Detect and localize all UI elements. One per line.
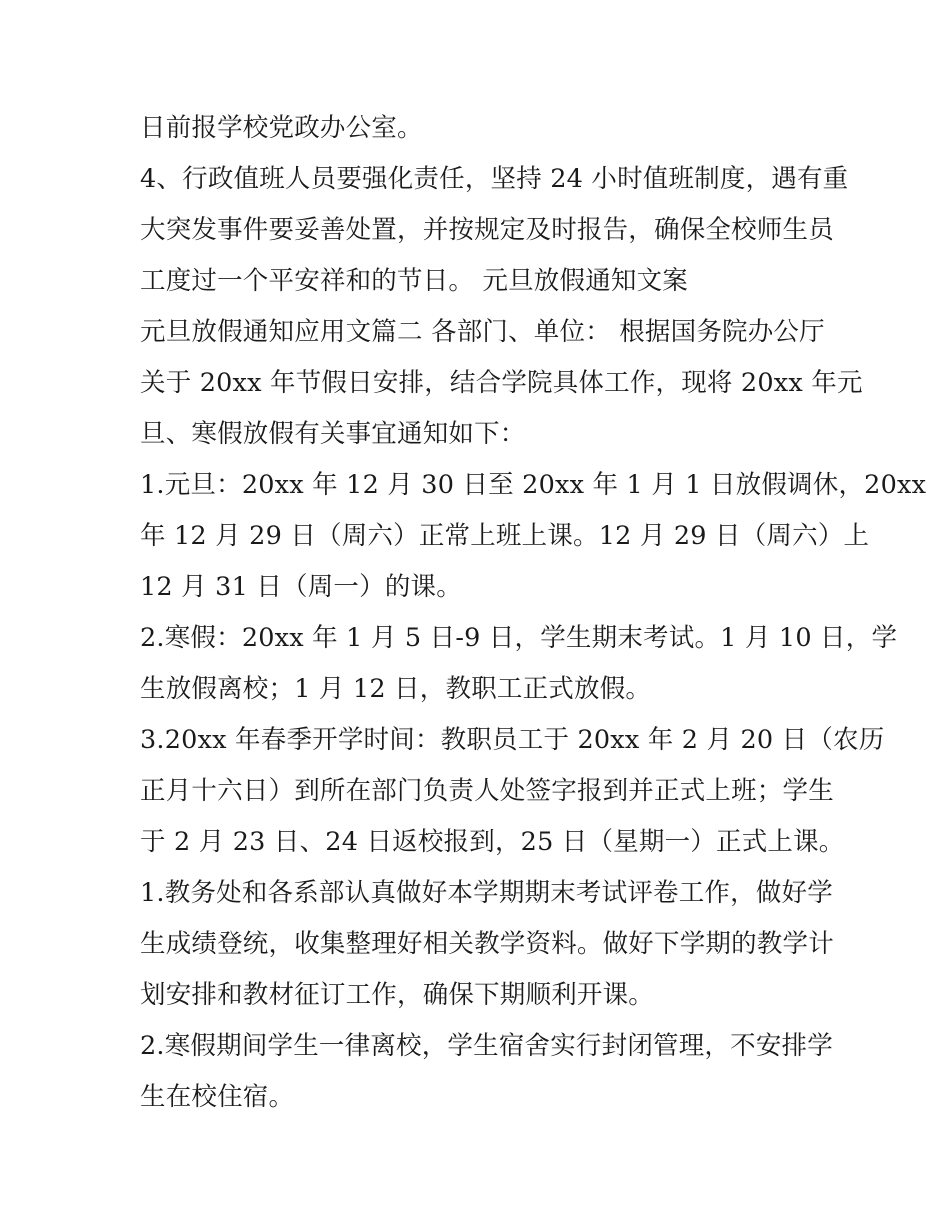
text-line: 关于 20xx 年节假日安排，结合学院具体工作，现将 20xx 年元: [140, 368, 863, 398]
text-line: 2.寒假：20xx 年 1 月 5 日-9 日，学生期末考试。1 月 10 日，学: [140, 623, 898, 653]
text-line: 生成绩登统，收集整理好相关教学资料。做好下学期的教学计: [140, 929, 834, 959]
text-line: 划安排和教材征订工作，确保下期顺利开课。: [140, 980, 655, 1010]
text-line: 工度过一个平安祥和的节日。 元旦放假通知文案: [140, 266, 689, 296]
text-line: 元旦放假通知应用文篇二 各部门、单位： 根据国务院办公厅: [140, 317, 825, 347]
text-line: 2.寒假期间学生一律离校，学生宿舍实行封闭管理，不安排学: [140, 1031, 833, 1061]
text-line: 年 12 月 29 日（周六）正常上班上课。12 月 29 日（周六）上: [140, 521, 870, 551]
text-line: 大突发事件要妥善处置，并按规定及时报告，确保全校师生员: [140, 215, 834, 245]
document-body: [140, 103, 927, 1123]
text-line: 日前报学校党政办公室。: [140, 113, 423, 143]
text-line: 4、行政值班人员要强化责任，坚持 24 小时值班制度，遇有重: [140, 164, 849, 194]
text-line: 1.教务处和各系部认真做好本学期期末考试评卷工作，做好学: [140, 878, 833, 908]
text-line: 于 2 月 23 日、24 日返校报到，25 日（星期一）正式上课。: [140, 827, 845, 857]
text-line: 3.20xx 年春季开学时间：教职员工于 20xx 年 2 月 20 日（农历: [140, 725, 885, 755]
text-line: 生在校住宿。: [140, 1082, 295, 1112]
text-line: 旦、寒假放假有关事宜通知如下：: [140, 419, 526, 449]
text-line: 12 月 31 日（周一）的课。: [140, 572, 462, 602]
text-line: 正月十六日）到所在部门负责人处签字报到并正式上班；学生: [140, 776, 834, 806]
text-line: 生放假离校；1 月 12 日，教职工正式放假。: [140, 674, 652, 704]
text-line: 1.元旦：20xx 年 12 月 30 日至 20xx 年 1 月 1 日放假调休，20xx: [140, 470, 927, 500]
